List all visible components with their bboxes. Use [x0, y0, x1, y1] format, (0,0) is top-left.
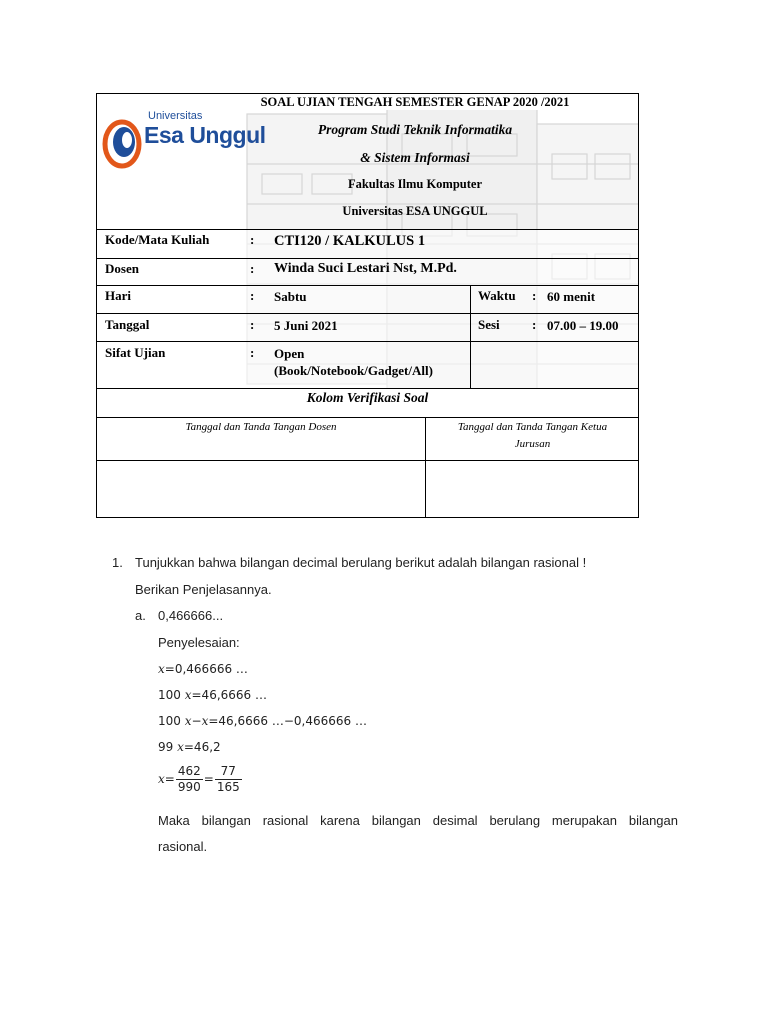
step-3-rhs: =46,6666 …−0,466666 …	[208, 714, 367, 728]
equals-sign: =	[164, 772, 175, 786]
signature-divider	[425, 417, 426, 518]
step-4	[158, 740, 221, 754]
date-label: Tanggal	[105, 317, 150, 332]
step-3-minus: −	[191, 714, 202, 728]
verification-title: Kolom Verifikasi Soal	[306, 390, 429, 405]
session-value: 07.00 – 19.00	[547, 318, 619, 333]
solution-label: Penyelesaian:	[158, 635, 240, 650]
time-label: Waktu	[478, 288, 516, 303]
fraction-77-165	[215, 764, 242, 795]
step-4-coef: 99	[158, 740, 178, 754]
fraction-462-990	[176, 764, 203, 795]
day-label: Hari	[105, 288, 131, 303]
row-course	[97, 229, 638, 258]
session-label: Sesi	[478, 317, 500, 332]
header-title-area	[97, 94, 638, 228]
row-date	[97, 313, 638, 342]
variable-x: x	[201, 714, 209, 728]
step-2	[158, 688, 267, 702]
exam-type-value-1: Open	[274, 346, 305, 361]
step-5-fraction	[158, 764, 243, 795]
course-label: Kode/Mata Kuliah	[105, 232, 210, 247]
colon: :	[250, 317, 255, 332]
university-logo	[100, 106, 266, 176]
program-line-1: Program Studi Teknik Informatika	[317, 122, 513, 137]
question-text: Tunjukkan bahwa bilangan decimal berulang berikut adalah bilangan rasional !	[135, 555, 587, 570]
head-signature-heading-line-1: Tanggal dan Tanda Tangan Ketua	[457, 421, 608, 433]
colon: :	[532, 317, 537, 332]
row-lecturer	[97, 258, 638, 287]
row-signature-boxes	[97, 460, 638, 518]
lecturer-label: Dosen	[105, 261, 139, 276]
day-value: Sabtu	[274, 289, 307, 304]
lecturer-value: Winda Suci Lestari Nst, M.Pd.	[274, 261, 457, 276]
exam-title: SOAL UJIAN TENGAH SEMESTER GENAP 2020 /2021	[247, 94, 583, 110]
step-3-coef: 100	[158, 714, 185, 728]
item-value: 0,466666...	[158, 608, 224, 623]
row-day	[97, 285, 638, 314]
colon: :	[250, 288, 255, 303]
question-subtext: Berikan Penjelasannya.	[135, 582, 272, 597]
fraction-denominator: 990	[177, 780, 201, 794]
fraction-numerator: 77	[215, 764, 242, 780]
row-exam-type	[97, 341, 638, 389]
head-signature-heading-line-2: Jurusan	[514, 438, 551, 450]
fraction-denominator: 165	[216, 780, 240, 794]
logo-big-text: Esa Unggul	[144, 122, 266, 148]
conclusion-line-2: rasional.	[158, 839, 208, 854]
variable-x: x	[184, 688, 192, 702]
time-value: 60 menit	[547, 289, 596, 304]
step-2-coef: 100	[158, 688, 185, 702]
step-2-rhs: =46,6666 …	[191, 688, 267, 702]
colon: :	[532, 288, 537, 303]
colon: :	[250, 232, 255, 247]
program-line-2: & Sistem Informasi	[360, 150, 470, 165]
column-divider	[470, 285, 471, 389]
lecturer-signature-heading: Tanggal dan Tanda Tangan Dosen	[185, 421, 337, 433]
colon: :	[250, 261, 255, 276]
colon: :	[250, 345, 255, 360]
course-value: CTI120 / KALKULUS 1	[274, 233, 426, 249]
step-1-rhs: =0,466666 …	[164, 662, 248, 676]
variable-x: x	[177, 740, 184, 754]
equals-sign: =	[203, 772, 214, 786]
exam-type-label: Sifat Ujian	[105, 345, 166, 360]
date-value: 5 Juni 2021	[274, 318, 338, 333]
university-name: Universitas ESA UNGGUL	[342, 204, 488, 218]
row-signature-headings	[97, 417, 638, 461]
faculty-name: Fakultas Ilmu Komputer	[347, 177, 483, 191]
exam-header-table	[96, 93, 639, 518]
exam-type-value-2: (Book/Notebook/Gadget/All)	[274, 363, 433, 378]
variable-x: x	[158, 662, 165, 676]
variable-x: x	[184, 714, 192, 728]
step-4-rhs: =46,2	[183, 740, 221, 754]
logo-small-text: Universitas	[148, 110, 203, 122]
variable-x: x	[158, 772, 165, 786]
step-1	[158, 662, 248, 676]
conclusion-line-1: Maka bilangan rasional karena bilangan desimal berulang merupakan bilangan	[158, 813, 678, 828]
question-number: 1.	[112, 555, 123, 570]
head-signature-heading	[427, 419, 638, 453]
item-label: a.	[135, 608, 146, 623]
step-3	[158, 714, 367, 728]
fraction-numerator: 462	[177, 764, 201, 778]
